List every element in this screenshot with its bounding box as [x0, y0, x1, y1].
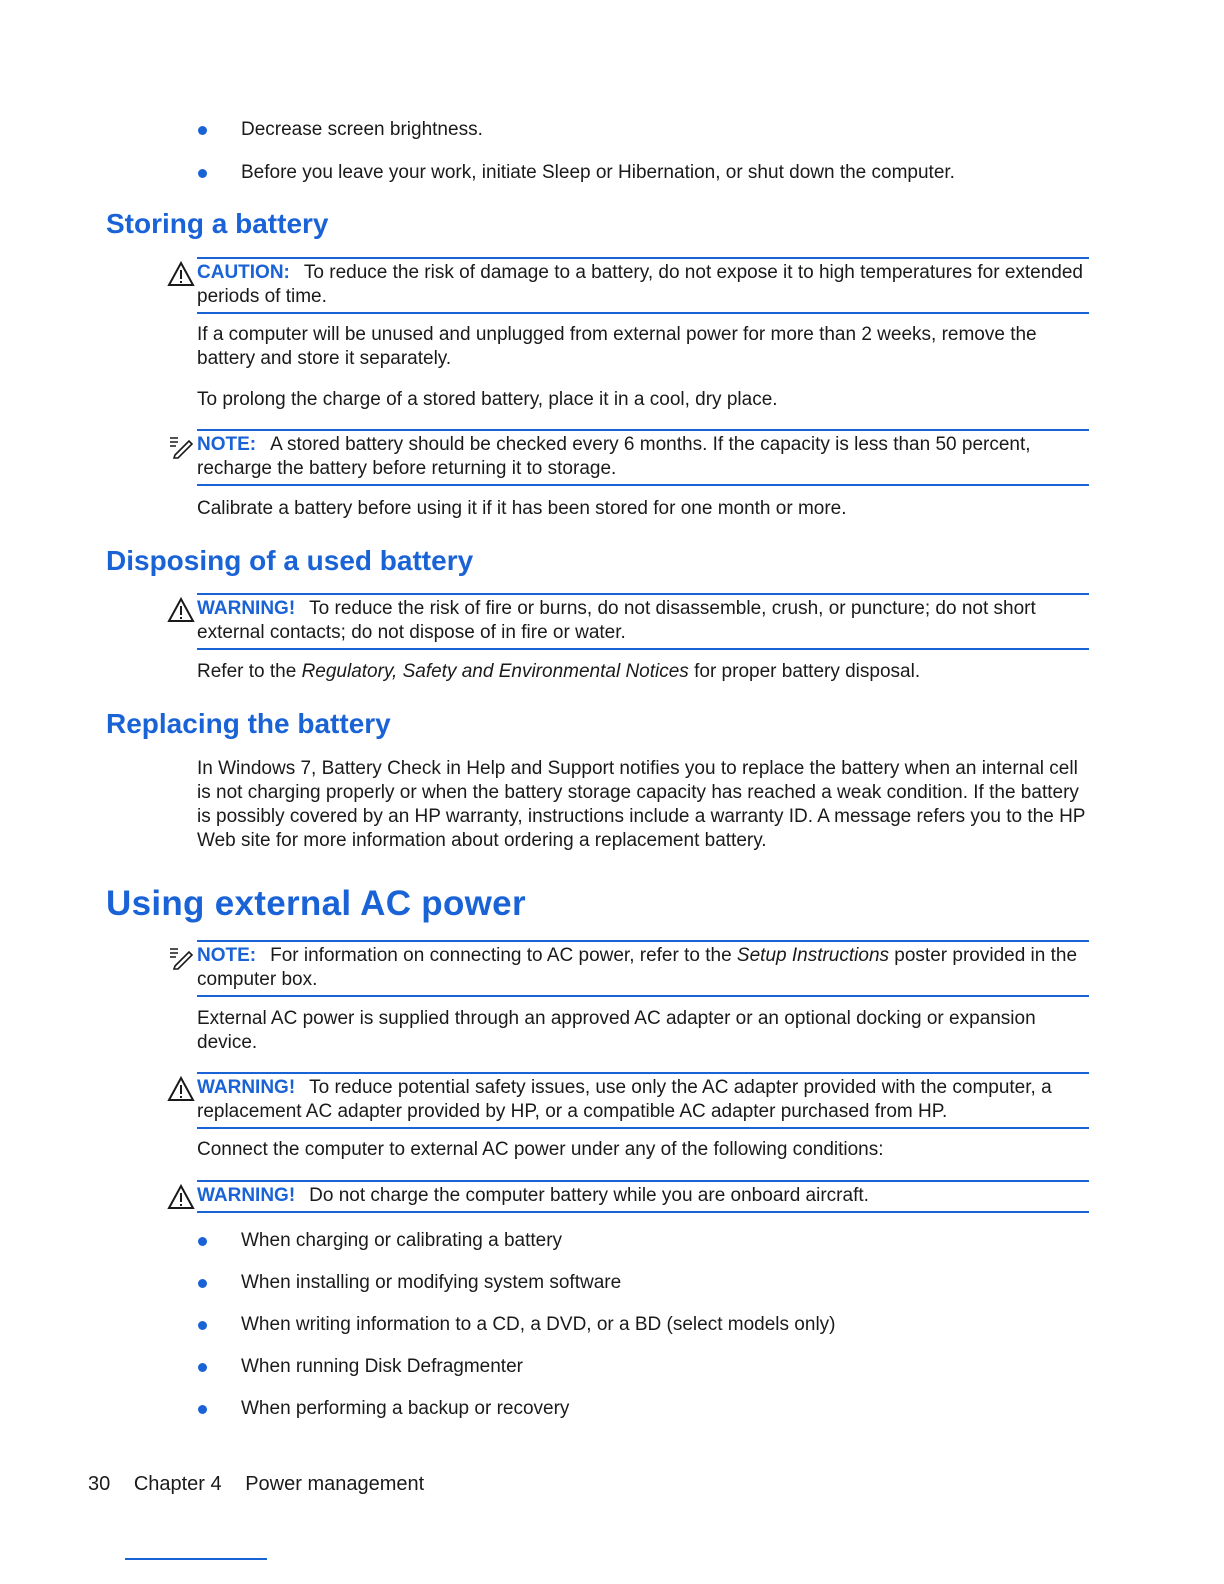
- paragraph: In Windows 7, Battery Check in Help and Support notifies you to replace the battery when an internal cell is not charging properly or when the battery storage capacity has reached a weak condition. If the battery is possibly covered by an HP warranty, instructions include a warranty ID. A message refers you to the HP Web site for more information about ordering a replacement battery.: [197, 758, 1086, 851]
- section-heading-disposing: Disposing of a used battery: [106, 545, 474, 576]
- note-pencil-icon: [167, 944, 195, 970]
- note-label: NOTE:: [197, 945, 257, 966]
- list-item-text: When running Disk Defragmenter: [241, 1356, 523, 1377]
- paragraph: External AC power is supplied through an approved AC adapter or an optional docking or expansion device.: [197, 1008, 1036, 1053]
- paragraph: To prolong the charge of a stored battery, place it in a cool, dry place.: [197, 389, 778, 410]
- bullet-icon: [198, 1405, 207, 1414]
- warning-callout: [197, 1072, 1089, 1129]
- list-item: [0, 1313, 1224, 1355]
- list-item-text: When performing a backup or recovery: [241, 1398, 570, 1419]
- top-bullet-list: [0, 118, 1224, 204]
- page-number: 30: [88, 1473, 111, 1495]
- list-item: [0, 118, 1224, 161]
- caution-text: To reduce the risk of damage to a battery, do not expose it to high temperatures for extended periods of time.: [197, 262, 1084, 307]
- list-item-text: Before you leave your work, initiate Sleep or Hibernation, or shut down the computer.: [241, 162, 955, 183]
- paragraph: If a computer will be unused and unplugged from external power for more than 2 weeks, remove the battery and store it separately.: [197, 324, 1037, 369]
- note-pencil-icon: [167, 433, 195, 459]
- note-label: NOTE:: [197, 434, 257, 455]
- paragraph: [197, 660, 1089, 684]
- paragraph: Calibrate a battery before using it if it has been stored for one month or more.: [197, 498, 847, 519]
- warning-label: WARNING!: [197, 1077, 296, 1098]
- warning-label: WARNING!: [197, 1185, 296, 1206]
- warning-label: WARNING!: [197, 598, 296, 619]
- warning-text: To reduce potential safety issues, use only the AC adapter provided with the computer, a replacement AC adapter provided by HP, or a compatible AC adapter purchased from HP.: [197, 1077, 1052, 1122]
- bullet-icon: [198, 169, 207, 178]
- bullet-icon: [198, 1363, 207, 1372]
- paragraph-text: Refer to the: [197, 661, 297, 682]
- section-heading-replacing: Replacing the battery: [106, 708, 391, 739]
- note-callout: [197, 940, 1089, 997]
- bullet-icon: [198, 1237, 207, 1246]
- list-item: [0, 161, 1224, 204]
- warning-callout: [197, 1180, 1089, 1213]
- page-footer: [88, 1472, 442, 1496]
- footer-divider: [125, 1558, 267, 1560]
- warning-triangle-icon: [167, 1184, 195, 1210]
- note-text: For information on connecting to AC power, refer to the: [270, 945, 732, 966]
- list-item-text: When writing information to a CD, a DVD, or a BD (select models only): [241, 1314, 836, 1335]
- warning-text: Do not charge the computer battery while you are onboard aircraft.: [309, 1185, 869, 1206]
- bullet-icon: [198, 1279, 207, 1288]
- note-text: A stored battery should be checked every 6 months. If the capacity is less than 50 percent, recharge the battery before returning it to storage.: [197, 434, 1031, 479]
- bullet-icon: [198, 126, 207, 135]
- document-title-italic: Regulatory, Safety and Environmental Notices: [301, 661, 689, 682]
- list-item: [0, 1271, 1224, 1313]
- paragraph-text: for proper battery disposal.: [694, 661, 921, 682]
- list-item-text: When installing or modifying system software: [241, 1272, 622, 1293]
- caution-callout: [197, 257, 1089, 314]
- list-item: [0, 1355, 1224, 1397]
- paragraph: Connect the computer to external AC power under any of the following conditions:: [197, 1139, 884, 1160]
- warning-text: To reduce the risk of fire or burns, do not disassemble, crush, or puncture; do not short external contacts; do not dispose of in fire or water.: [197, 598, 1036, 643]
- warning-triangle-icon: [167, 1076, 195, 1102]
- bullet-icon: [198, 1321, 207, 1330]
- caution-label: CAUTION:: [197, 262, 290, 283]
- list-item: [0, 1229, 1224, 1271]
- list-item-text: When charging or calibrating a battery: [241, 1230, 563, 1251]
- conditions-bullet-list: [0, 1229, 1224, 1439]
- list-item-text: Decrease screen brightness.: [241, 119, 483, 140]
- note-text: poster provided in the computer box.: [197, 945, 1078, 990]
- list-item: [0, 1397, 1224, 1439]
- footer-title: Power management: [245, 1473, 425, 1495]
- note-callout: [197, 429, 1089, 486]
- warning-callout: [197, 593, 1089, 650]
- caution-triangle-icon: [167, 261, 195, 287]
- warning-triangle-icon: [167, 597, 195, 623]
- chapter-heading-ac-power: Using external AC power: [106, 884, 526, 923]
- document-title-italic: Setup Instructions: [736, 945, 890, 966]
- section-heading-storing: Storing a battery: [106, 208, 329, 239]
- footer-chapter: Chapter 4: [133, 1473, 222, 1495]
